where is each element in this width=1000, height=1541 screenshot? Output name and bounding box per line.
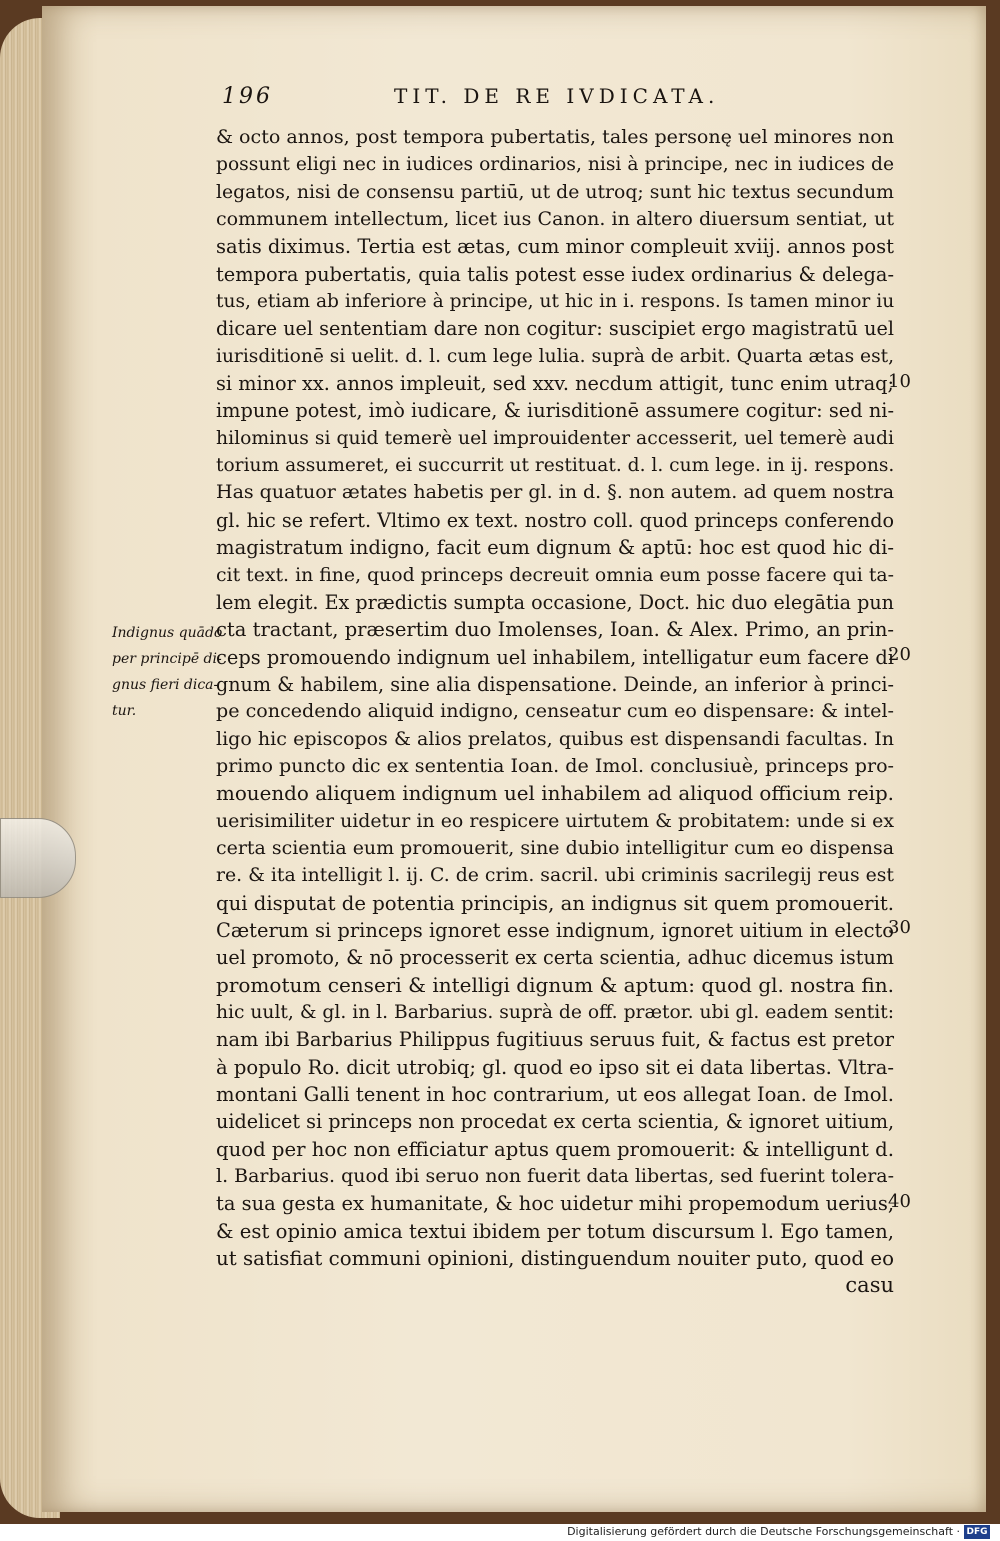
text-line: Has quatuor ætates habetis per gl. in d. §. non autem. ad quem nostra — [216, 481, 895, 504]
text-line: uerisimiliter uidetur in eo respicere uirtutem & probitatem: unde si ex — [216, 809, 894, 832]
text-line: hic uult, & gl. in l. Barbarius. suprà de off. prætor. ubi gl. eadem sentit: — [216, 1002, 894, 1023]
body-text — [216, 124, 894, 1300]
text-line: nam ibi Barbarius Philippus fugitiuus seruus fuit, & factus est pretor — [216, 1028, 894, 1052]
text-line: lem elegit. Ex prædictis sumpta occasione, Doct. hic duo elegātia pun — [216, 590, 894, 614]
line-number: 30 — [888, 917, 911, 938]
text-line: ut satisfiat communi opinioni, distinguendum nouiter puto, quod eo — [216, 1247, 894, 1271]
line-number: 10 — [888, 371, 911, 392]
text-line: casu — [845, 1273, 894, 1298]
text-line: satis diximus. Tertia est ætas, cum minor compleuit xviij. annos post — [216, 235, 894, 259]
marginal-note-line: per principē di- — [112, 651, 222, 667]
text-line: l. Barbarius. quod ibi seruo non fuerit data libertas, sed fuerint tolera- — [216, 1165, 894, 1188]
text-line: communem intellectum, licet ius Canon. in altero diuersum sentiat, ut — [216, 208, 894, 231]
marginal-note-line: gnus fieri dica- — [112, 677, 219, 693]
text-line: hilominus si quid temerè uel improuidenter accesserit, uel temerè audi — [216, 427, 894, 449]
text-line: & octo annos, post tempora pubertatis, tales personę uel minores non — [216, 126, 895, 148]
text-line: promotum censeri & intelligi dignum & aptum: quod gl. nostra fin. — [216, 972, 894, 997]
text-line: ceps promouendo indignum uel inhabilem, intelligatur eum facere di — [216, 645, 894, 669]
text-line: certa scientia eum promouerit, sine dubio intelligitur cum eo dispensa — [216, 836, 894, 859]
text-line: legatos, nisi de consensu partiū, ut de utroq; sunt hic textus secundum — [216, 181, 894, 203]
text-line: cit text. in fine, quod princeps decreuit omnia eum posse facere qui ta- — [216, 564, 894, 586]
marginal-note-line: Indignus quādo — [112, 625, 223, 641]
text-line: gnum & habilem, sine alia dispensatione. Deinde, an inferior à princi- — [216, 672, 894, 696]
text-line: à populo Ro. dicit utrobiq; gl. quod eo ipso sit ei data libertas. Vltra- — [216, 1055, 894, 1079]
text-line: qui disputat de potentia principis, an indignus sit quem promouerit. — [216, 891, 895, 915]
text-line: iurisditionē si uelit. d. l. cum lege lulia. suprà de arbit. Quarta ætas est, — [216, 345, 895, 367]
text-line: magistratum indigno, facit eum dignum & aptū: hoc est quod hic di- — [216, 536, 894, 560]
text-line: & est opinio amica textui ibidem per totum discursum l. Ego tamen, — [216, 1219, 894, 1243]
page-clip — [0, 818, 76, 898]
text-line: possunt eligi nec in iudices ordinarios, nisi à principe, nec in iudices de — [216, 154, 894, 176]
text-line: Cæterum si princeps ignoret esse indignum, ignoret uitium in electo — [216, 918, 894, 942]
text-line: cta tractant, præsertim duo Imolenses, Ioan. & Alex. Primo, an prin- — [216, 618, 894, 642]
text-line: quod per hoc non efficiatur aptus quem promouerit: & intelligunt d. — [216, 1137, 894, 1161]
text-line: tus, etiam ab inferiore à principe, ut hic in i. respons. Is tamen minor iu — [216, 291, 895, 313]
text-line: si minor xx. annos impleuit, sed xxv. necdum attigit, tunc enim utraq; — [216, 372, 894, 396]
dfg-logo: DFG — [964, 1525, 990, 1539]
page-header — [222, 84, 902, 116]
text-line: torium assumeret, ei succurrit ut restituat. d. l. cum lege. in ij. respons. — [216, 455, 895, 477]
text-line: ta sua gesta ex humanitate, & hoc uidetur mihi propemodum uerius, — [216, 1192, 895, 1216]
text-line: pe concedendo aliquid indigno, censeatur cum eo dispensare: & intel- — [216, 700, 894, 723]
text-line: dicare uel sententiam dare non cogitur: suscipiet ergo magistratū uel — [216, 317, 894, 341]
text-line: gl. hic se refert. Vltimo ex text. nostro coll. quod princeps conferendo — [216, 508, 894, 532]
page-number: 196 — [222, 84, 273, 109]
text-line: ligo hic episcopos & alios prelatos, quibus est dispensandi facultas. In — [216, 727, 894, 750]
text-line: re. & ita intelligit l. ij. C. de crim. sacril. ubi criminis sacrilegij reus est — [216, 865, 894, 887]
text-line: impune potest, imò iudicare, & iurisditionē assumere cogitur: sed ni- — [216, 399, 894, 423]
marginal-note — [112, 620, 223, 724]
text-line: uel promoto, & nō processerit ex certa scientia, adhuc dicemus istum — [216, 946, 894, 970]
running-title: TIT. DE RE IVDICATA. — [394, 84, 720, 108]
text-line: mouendo aliquem indignum uel inhabilem ad aliquod officium reip. — [216, 782, 894, 806]
footer-credit: Digitalisierung gefördert durch die Deutsche Forschungsgemeinschaft · — [567, 1525, 960, 1538]
text-line: montani Galli tenent in hoc contrarium, ut eos allegat Ioan. de Imol. — [216, 1083, 895, 1107]
line-number: 20 — [888, 644, 911, 665]
text-line: primo puncto dic ex sententia Ioan. de Imol. conclusiuè, princeps pro- — [216, 754, 894, 777]
marginal-note-line: tur. — [112, 703, 137, 719]
text-line: tempora pubertatis, quia talis potest esse iudex ordinarius & delega- — [216, 262, 894, 286]
line-number: 40 — [888, 1191, 911, 1212]
text-line: uidelicet si princeps non procedat ex certa scientia, & ignoret uitium, — [216, 1110, 895, 1134]
